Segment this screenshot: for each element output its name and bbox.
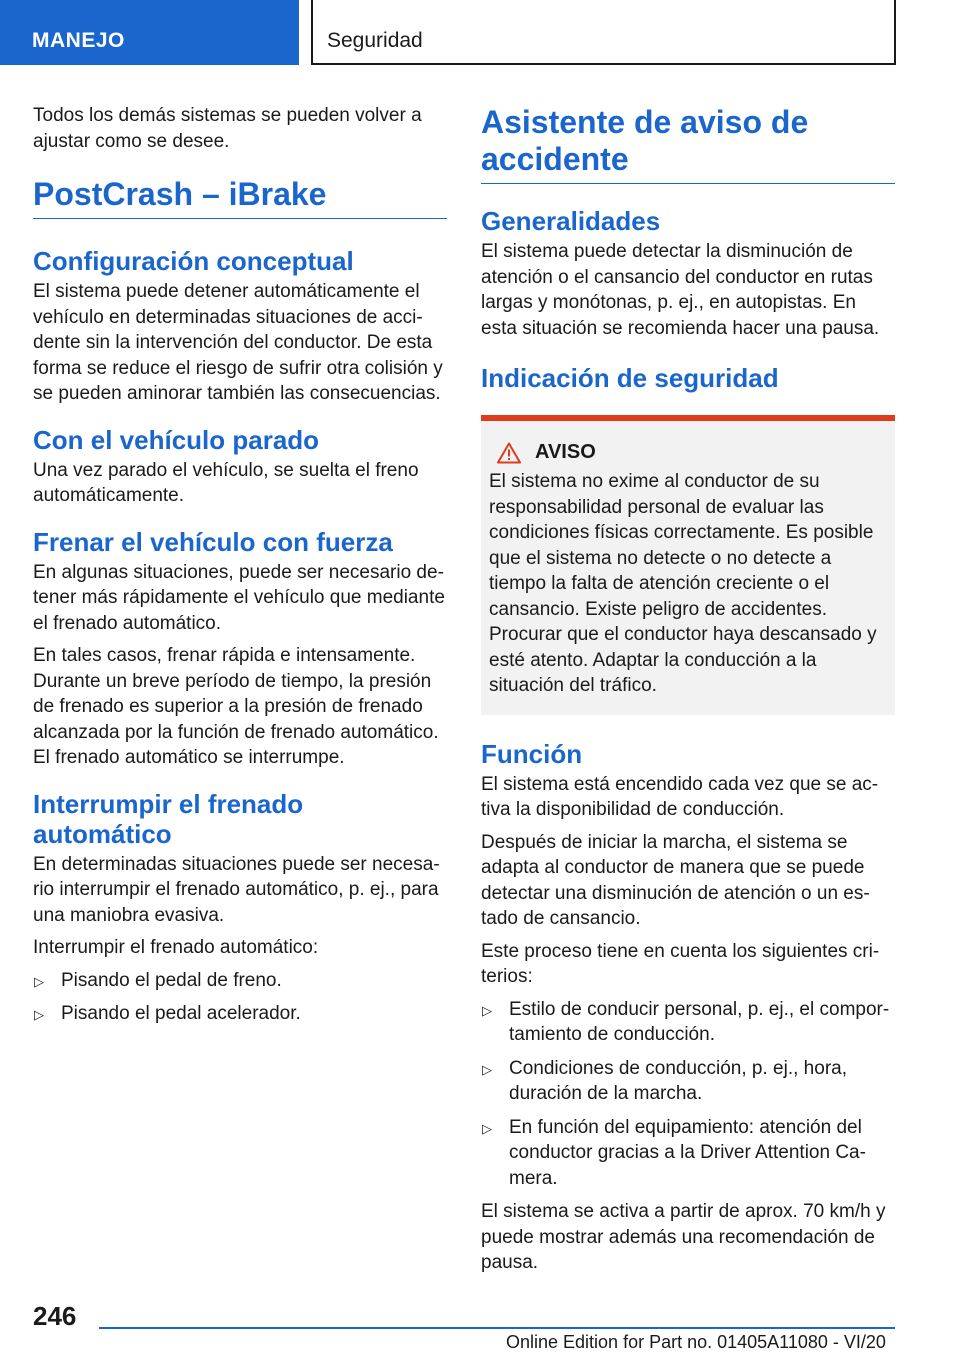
- page-number: 246: [33, 1301, 77, 1331]
- parked-heading: Con el vehículo parado: [33, 424, 320, 455]
- list-item: ▷ Condiciones de conducción, p. ej., hora, duración de la marcha.: [482, 1057, 847, 1104]
- general-text: El sistema puede detectar la disminución de atención o el cansancio del conductor en rutas largas y monótonas, p. ej., en autopistas. En esta situación se recomienda hacer una pausa.: [481, 241, 880, 339]
- conceptual-text: El sistema puede detener automáticamente el vehículo en determinadas situaciones de accidente sin la intervención del conductor. De esta forma se reduce el riesgo de sufrir otra colisión y se pueden aminorar también las consecuencias.: [33, 281, 443, 404]
- triangle-bullet-icon: ▷: [34, 973, 44, 989]
- function-text-4: El sistema se activa a partir de aprox. 70 km/h y puede mostrar además una recomendación de pausa.: [481, 1201, 886, 1273]
- function-text-1: El sistema está encendido cada vez que se activa la disponibilidad de conducción.: [481, 773, 879, 820]
- strong-brake-text-2: En tales casos, frenar rápida e intensamente. Durante un breve período de tiempo, la presión de frenado es superior a la presión de frenado alcanzada por la función de frenado automático. El frenado automático se interrumpe.: [33, 645, 439, 768]
- conceptual-heading: Configuración conceptual: [33, 246, 354, 276]
- list-item: ▷ Pisando el pedal acelerador.: [33, 1001, 447, 1027]
- section-label: MANEJO: [32, 29, 125, 52]
- chapter-tab: [311, 0, 896, 65]
- strong-brake-text-1: En algunas situaciones, puede ser necesario detener más rápidamente el vehículo que mediante el frenado automático.: [33, 561, 445, 634]
- footer-divider: [99, 1327, 895, 1329]
- function-text-2: Después de iniciar la marcha, el sistema se adapta al conductor de manera que se puede detectar una disminución de atención o un estado de cansancio.: [481, 831, 870, 929]
- interrupt-heading: Interrumpir el frenado automático: [33, 788, 304, 849]
- intro-paragraph: Todos los demás sistemas se pueden volver a ajustar como se desee.: [33, 105, 422, 152]
- edition-note: Online Edition for Part no. 01405A11080 - VI/20: [506, 1332, 886, 1352]
- warning-triangle-icon: [497, 442, 521, 464]
- warning-text: El sistema no exime al conductor de su responsabilidad personal de evaluar las condiciones físicas correctamente. Es posible que el sistema no detecte o no detecte a tiempo la falta de atención creciente o el cansancio. Existe peligro de accidentes. Procurar que el conductor haya descansado y esté atento. Adaptar la conducción a la situación del tráfico.: [489, 471, 877, 696]
- triangle-bullet-icon: ▷: [482, 1120, 492, 1136]
- triangle-bullet-icon: ▷: [482, 1061, 492, 1077]
- list-item: ▷ Pisando el pedal de freno.: [33, 968, 447, 994]
- section-tab: [0, 0, 299, 65]
- function-heading: Función: [481, 738, 583, 769]
- left-column: [33, 103, 447, 1035]
- function-text-3: Este proceso tiene en cuenta los siguientes criterios:: [481, 940, 880, 987]
- chapter-label: Seguridad: [327, 29, 423, 52]
- strong-brake-heading: Frenar el vehículo con fuerza: [33, 526, 393, 557]
- list-item: ▷ Estilo de conducir personal, p. ej., el comportamiento de conducción.: [482, 998, 890, 1045]
- criteria-list: [481, 997, 895, 1192]
- right-column: [481, 104, 895, 1283]
- warning-title: [497, 441, 887, 464]
- interrupt-text-1: En determinadas situaciones puede ser necesario interrumpir el frenado automático, p. ej., para una maniobra evasiva.: [33, 853, 440, 926]
- parked-text: Una vez parado el vehículo, se suelta el freno automáticamente.: [33, 459, 419, 506]
- postcrash-title: PostCrash – iBrake: [33, 176, 447, 219]
- triangle-bullet-icon: ▷: [482, 1002, 492, 1018]
- warning-box: [481, 415, 895, 715]
- interrupt-text-2: Interrumpir el frenado automático:: [33, 937, 319, 958]
- warning-label: AVISO: [535, 441, 596, 463]
- accident-assistant-title: Asistente de aviso de accidente: [481, 104, 895, 184]
- list-item: ▷ En función del equipamiento: atención del conductor gracias a la Driver Attention Camera.: [482, 1116, 866, 1189]
- general-heading: Generalidades: [481, 206, 661, 236]
- safety-heading: Indicación de seguridad: [481, 363, 779, 393]
- triangle-bullet-icon: ▷: [34, 1007, 44, 1022]
- interrupt-list: [33, 968, 447, 1027]
